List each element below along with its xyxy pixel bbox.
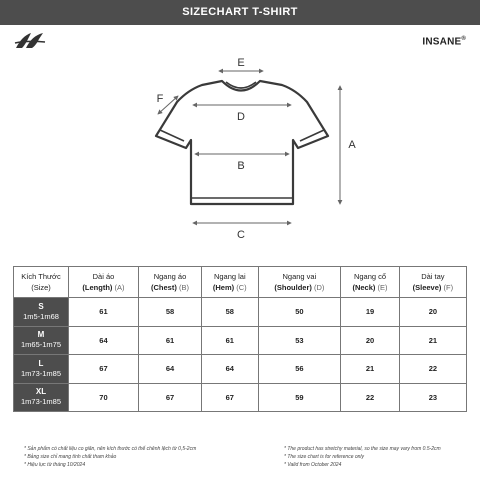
value-cell: 21: [399, 326, 466, 355]
notes-english: [284, 445, 441, 469]
header-chest: Ngang áo (Chest) (B): [138, 267, 201, 298]
value-cell: 58: [202, 298, 258, 327]
value-cell: 59: [258, 383, 341, 412]
value-cell: 61: [69, 298, 139, 327]
note-line: * The product has stretchy material, so the size may vary from 0.5-2cm: [284, 446, 441, 452]
value-cell: 61: [202, 326, 258, 355]
value-cell: 22: [341, 383, 399, 412]
note-line: * Bảng size chỉ mang tính chất tham khảo: [24, 454, 117, 460]
value-cell: 21: [341, 355, 399, 384]
value-cell: 67: [202, 383, 258, 412]
registered-mark: ®: [461, 36, 466, 42]
tshirt-diagram: [0, 52, 480, 252]
note-line: * Hiệu lực từ tháng 10/2024: [24, 462, 86, 468]
value-cell: 61: [138, 326, 201, 355]
table-row: [14, 326, 467, 355]
note-line: * Valid from October 2024: [284, 462, 342, 468]
header-sleeve: Dài tay (Sleeve) (F): [399, 267, 466, 298]
value-cell: 20: [399, 298, 466, 327]
label-d: D: [237, 111, 245, 123]
value-cell: 20: [341, 326, 399, 355]
table-row: [14, 383, 467, 412]
value-cell: 70: [69, 383, 139, 412]
value-cell: 22: [399, 355, 466, 384]
size-table: [13, 266, 467, 412]
note-line: * Sản phẩm có chất liệu co giãn, nên kích thước có thể chênh lệch từ 0,5-2cm: [24, 446, 197, 452]
header-hem: Ngang lai (Hem) (C): [202, 267, 258, 298]
value-cell: 67: [69, 355, 139, 384]
value-cell: 58: [138, 298, 201, 327]
size-cell: S 1m5-1m68: [14, 298, 69, 327]
tshirt-outline: [156, 81, 328, 204]
size-cell: M 1m65-1m75: [14, 326, 69, 355]
header-neck: Ngang cổ (Neck) (E): [341, 267, 399, 298]
label-e: E: [237, 57, 245, 69]
value-cell: 64: [138, 355, 201, 384]
value-cell: 67: [138, 383, 201, 412]
double-swoosh-logo-icon: [14, 31, 46, 51]
header-length: Dài áo (Length) (A): [69, 267, 139, 298]
value-cell: 56: [258, 355, 341, 384]
size-cell: L 1m73-1m85: [14, 355, 69, 384]
label-a: A: [348, 139, 356, 151]
brand-name: [422, 36, 466, 47]
size-cell: XL 1m73-1m85: [14, 383, 69, 412]
header-shoulder: Ngang vai (Shoulder) (D): [258, 267, 341, 298]
table-row: [14, 298, 467, 327]
note-line: * The size chart is for reference only: [284, 454, 365, 460]
table-row: [14, 355, 467, 384]
value-cell: 64: [69, 326, 139, 355]
label-c: C: [237, 229, 245, 241]
table-header-row: [14, 267, 467, 298]
notes-vietnamese: [24, 445, 196, 469]
header-size: Kích Thước (Size): [14, 267, 69, 298]
value-cell: 19: [341, 298, 399, 327]
value-cell: 23: [399, 383, 466, 412]
brand-text: INSANE: [422, 36, 462, 48]
label-b: B: [237, 160, 245, 172]
page-title-bar: [0, 0, 480, 25]
page-title: SIZECHART T-SHIRT: [182, 6, 298, 18]
value-cell: 53: [258, 326, 341, 355]
value-cell: 50: [258, 298, 341, 327]
value-cell: 64: [202, 355, 258, 384]
label-f: F: [156, 93, 164, 105]
